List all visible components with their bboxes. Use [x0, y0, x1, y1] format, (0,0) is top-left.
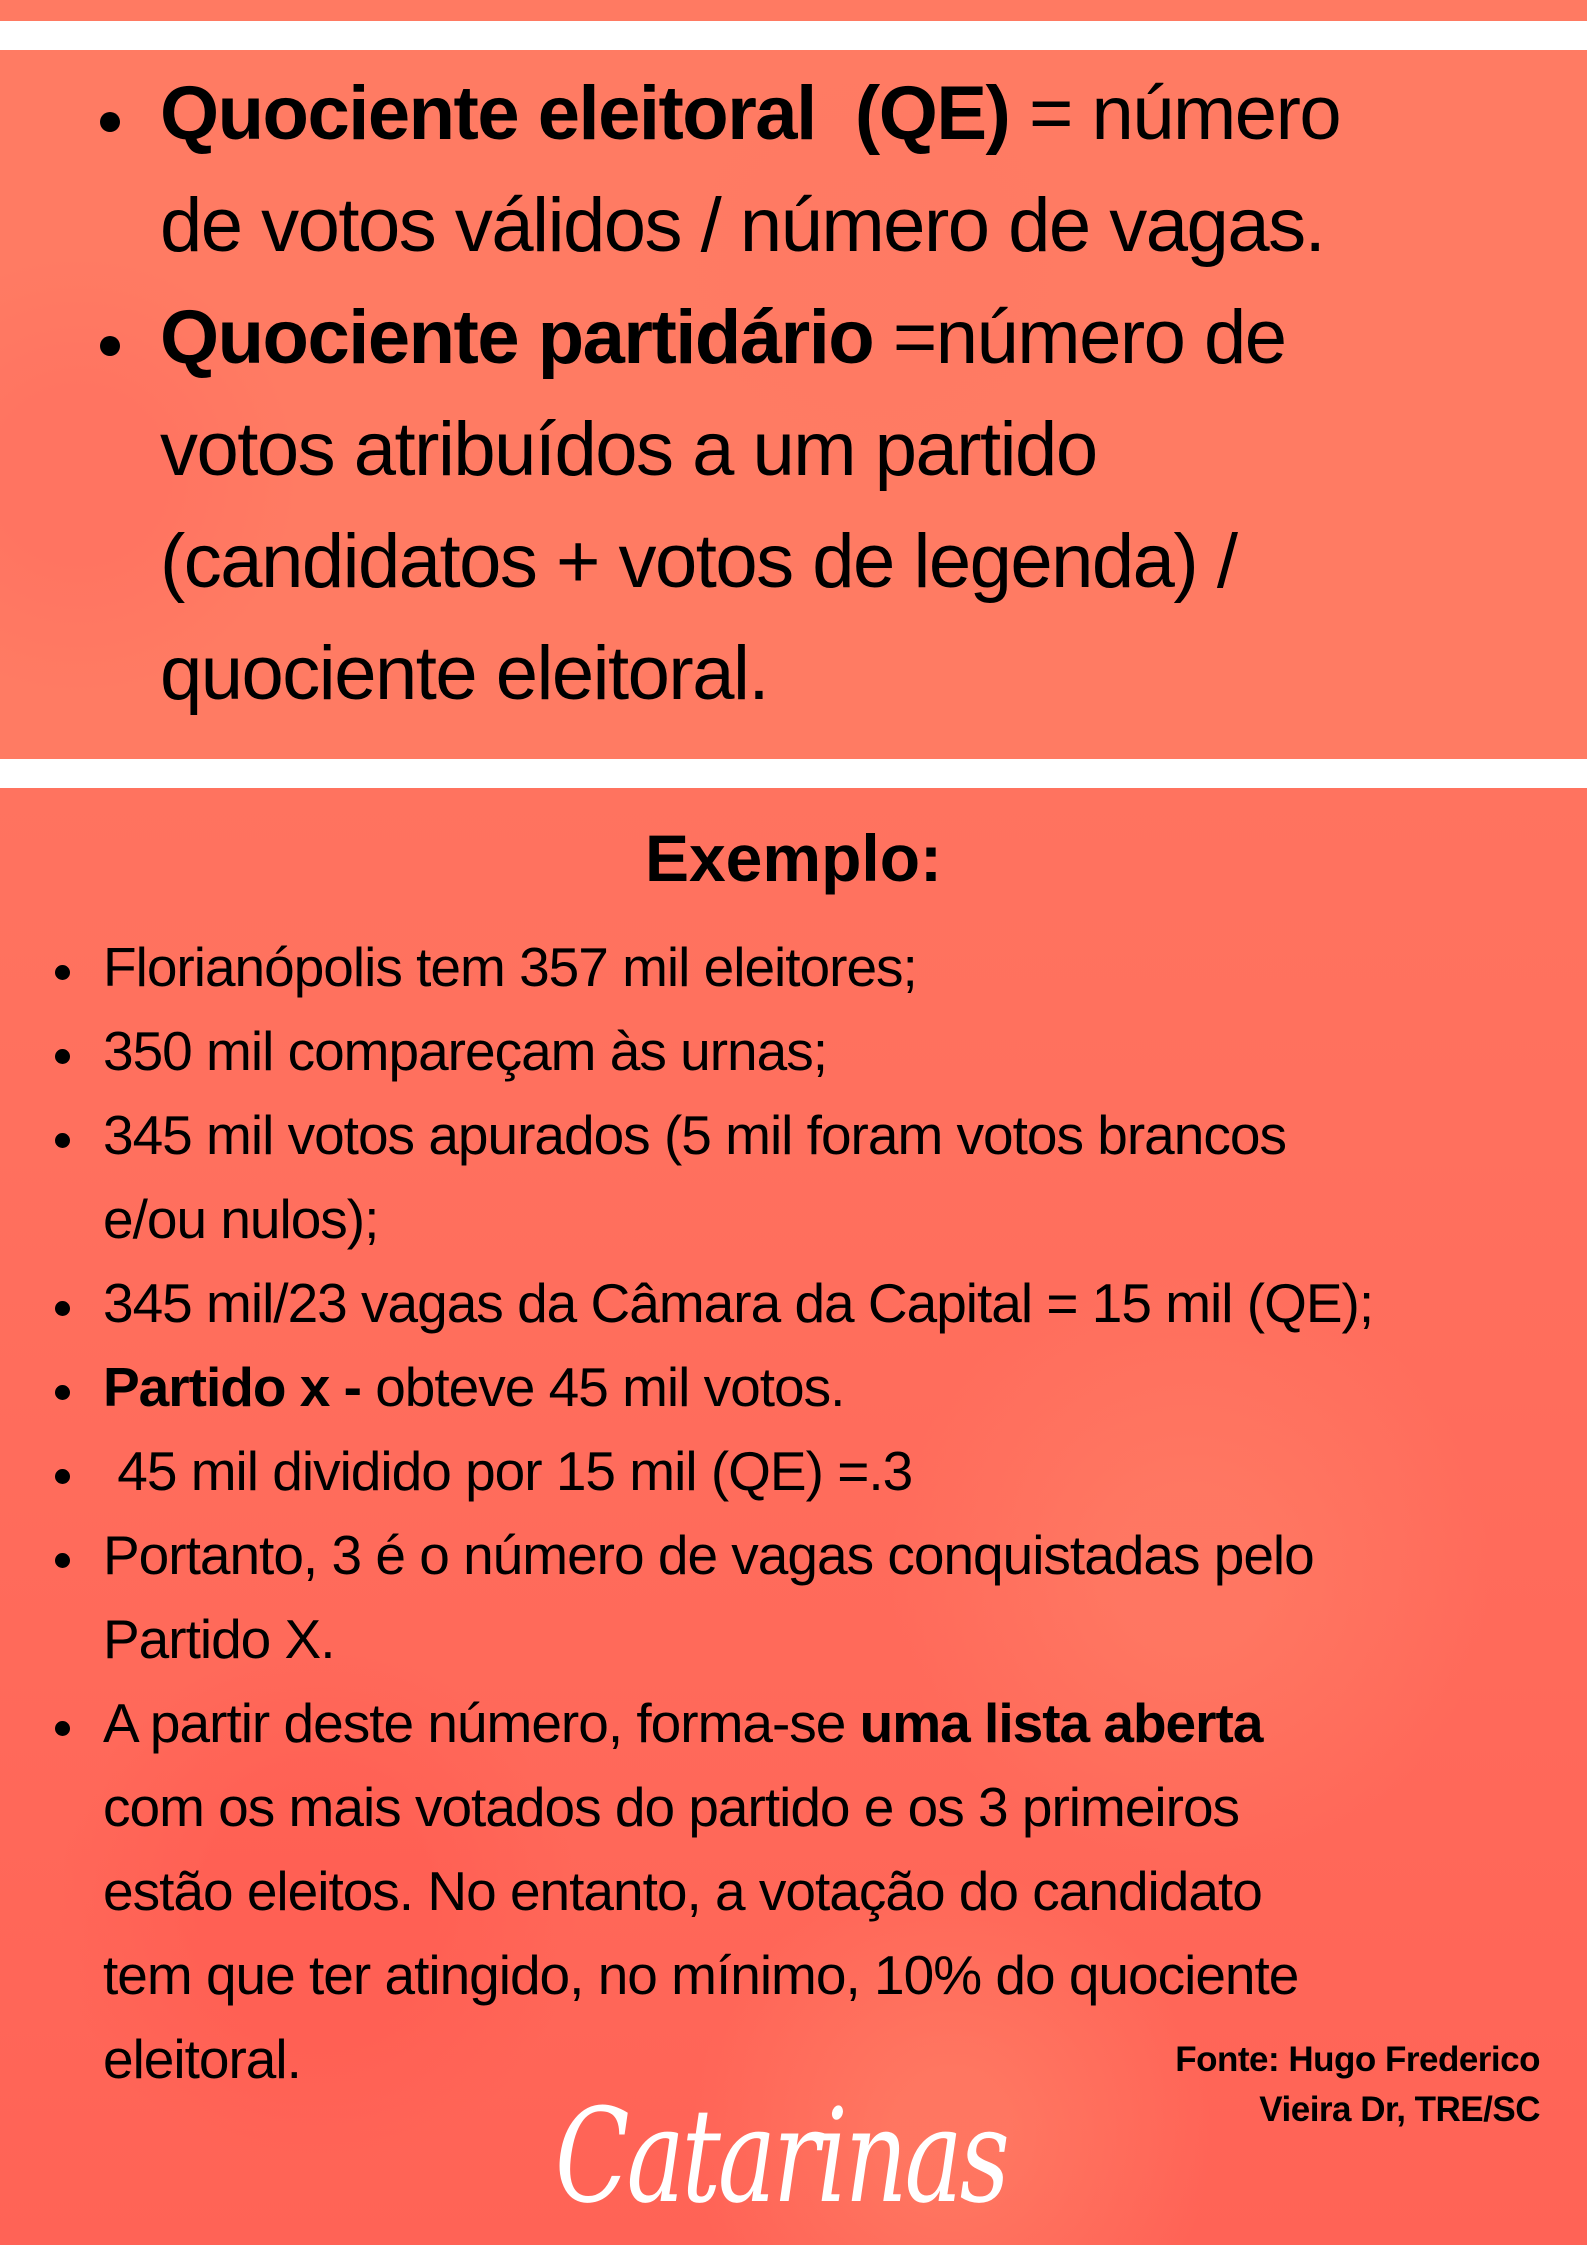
list-item-line	[103, 1523, 1314, 1587]
source-line-2: Vieira Dr, TRE/SC	[1259, 2090, 1540, 2129]
bold-text: Partido x -	[103, 1356, 376, 1418]
example-title: Exemplo:	[644, 821, 943, 895]
list-item-line	[103, 1439, 912, 1503]
list-item-line	[103, 2027, 301, 2091]
list-item-line	[103, 1187, 378, 1251]
bullet-icon	[55, 965, 70, 980]
text: eleitoral.	[103, 2028, 301, 2090]
text: Partido X.	[103, 1608, 335, 1670]
list-item-line	[103, 1775, 1239, 1839]
text: de votos válidos / número de vagas.	[160, 183, 1325, 268]
bullet-icon	[100, 112, 120, 132]
text: 45 mil dividido por 15 mil (QE) =.3	[103, 1440, 913, 1502]
text: 345 mil/23 vagas da Câmara da Capital = 15 mil (QE);	[103, 1272, 1374, 1334]
list-item-line	[103, 1103, 1286, 1167]
bold-text: Quociente eleitoral (QE)	[160, 71, 1010, 156]
text: (candidatos + votos de legenda) /	[160, 519, 1237, 604]
list-item-line	[160, 70, 1340, 157]
bullet-icon	[55, 1385, 70, 1400]
text: = número	[1009, 71, 1341, 156]
text: =número de	[873, 295, 1286, 380]
bullet-icon	[55, 1553, 70, 1568]
bullet-icon	[55, 1721, 70, 1736]
bullet-icon	[55, 1469, 70, 1484]
text: Florianópolis tem 357 mil eleitores;	[103, 936, 917, 998]
bullet-icon	[55, 1133, 70, 1148]
text: 345 mil votos apurados (5 mil foram votos brancos	[103, 1104, 1286, 1166]
bullet-icon	[100, 336, 120, 356]
bold-text: uma lista aberta	[859, 1692, 1263, 1754]
list-item-line	[103, 1355, 844, 1419]
list-item-line	[103, 1691, 1262, 1755]
text: estão eleitos. No entanto, a votação do candidato	[103, 1860, 1262, 1922]
text: 350 mil compareçam às urnas;	[103, 1020, 827, 1082]
text: com os mais votados do partido e os 3 primeiros	[103, 1776, 1240, 1838]
list-item-line	[103, 1019, 827, 1083]
bullet-icon	[55, 1049, 70, 1064]
text: votos atribuídos a um partido	[160, 407, 1097, 492]
list-item-line	[103, 1607, 335, 1671]
list-item-line	[160, 406, 1097, 493]
bold-text: Quociente partidário	[160, 295, 874, 380]
top-divider	[0, 21, 1587, 50]
list-item-line	[160, 518, 1236, 605]
text: tem que ter atingido, no mínimo, 10% do quociente	[103, 1944, 1299, 2006]
text: quociente eleitoral.	[160, 631, 768, 716]
text: obteve 45 mil votos.	[375, 1356, 845, 1418]
bullet-icon	[55, 1301, 70, 1316]
list-item-line	[103, 935, 917, 999]
catarinas-logo: Catarinas	[555, 2080, 1007, 2232]
list-item-line	[160, 182, 1324, 269]
list-item-line	[103, 1859, 1262, 1923]
text: e/ou nulos);	[103, 1188, 379, 1250]
source-line-1: Fonte: Hugo Frederico	[1175, 2040, 1540, 2079]
text: A partir deste número, forma-se	[103, 1692, 860, 1754]
middle-divider	[0, 759, 1587, 788]
text: Portanto, 3 é o número de vagas conquistadas pelo	[103, 1524, 1314, 1586]
list-item-line	[103, 1271, 1373, 1335]
list-item-line	[160, 294, 1286, 381]
list-item-line	[103, 1943, 1298, 2007]
list-item-line	[160, 630, 768, 717]
